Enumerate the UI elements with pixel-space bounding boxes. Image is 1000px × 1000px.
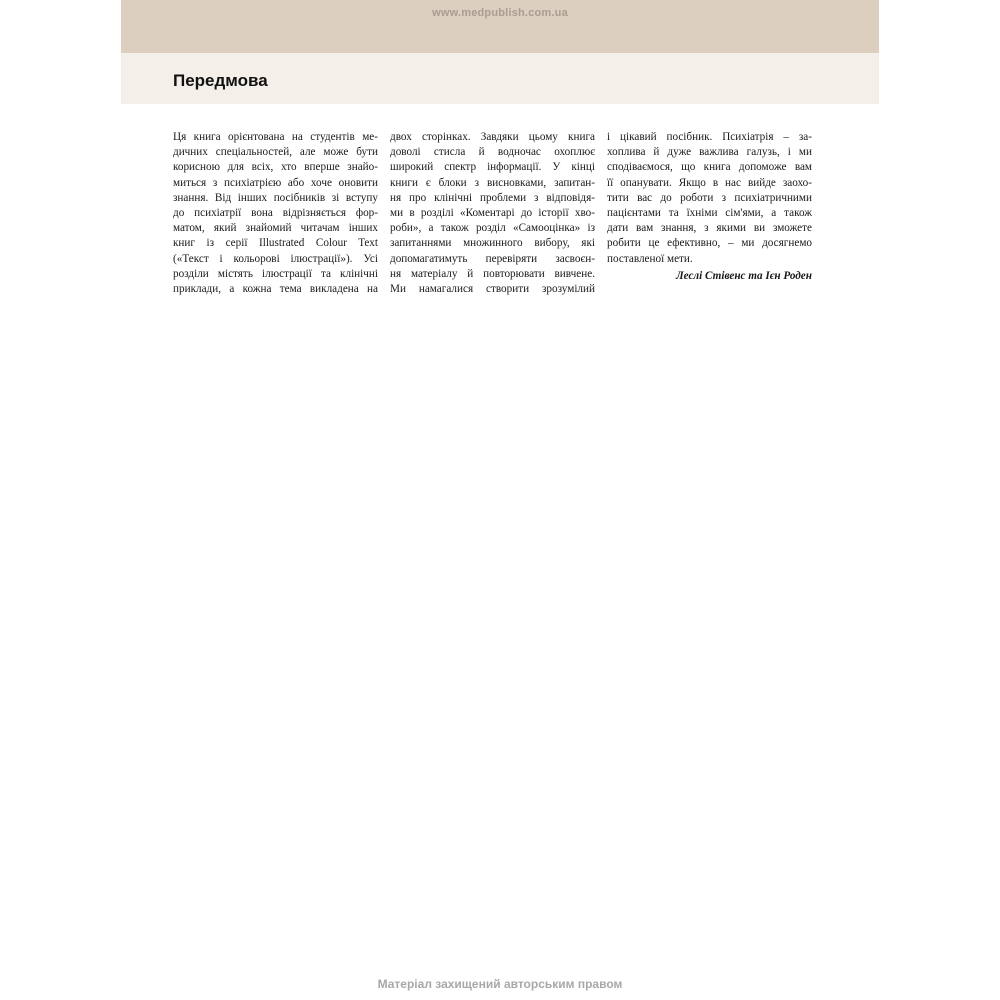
text-line: Ми намагалися створити зрозумілий (390, 282, 595, 295)
copyright-notice: Матеріал захищений авторським правом (377, 977, 623, 991)
text-line: дичних спеціальностей, але може бути (173, 146, 378, 159)
text-line: робити це ефективно, – ми досягнемо (607, 237, 812, 250)
text-line: поставленої мети. (607, 252, 693, 265)
text-column-2 (390, 130, 595, 297)
text-line: Ця книга орієнтована на студентів ме- (173, 131, 378, 143)
text-line: знання. Від інших посібників зі вступу (173, 191, 378, 204)
text-line: («Текст і кольорові ілюстрації»). Усі (173, 252, 378, 265)
text-line: і цікавий посібник. Психіатрія – за- (607, 131, 812, 143)
text-line: тити вас до роботи з психіатричними (607, 191, 812, 204)
text-column-3 (607, 130, 812, 284)
text-line: ми в розділі «Коментарі до історії хво- (390, 206, 595, 219)
text-column-1 (173, 130, 378, 297)
author-signature: Леслі Стівенс та Ієн Роден (675, 269, 812, 282)
text-line: ня про клінічні проблеми з відповідя- (390, 191, 595, 204)
site-url[interactable]: www.medpublish.com.ua (432, 7, 568, 19)
text-line: миться з психіатрією або хоче оновити (173, 176, 378, 189)
text-line: її опанувати. Якщо в нас вийде заохо- (607, 176, 812, 189)
text-line: двох сторінках. Завдяки цьому книга (390, 131, 595, 143)
text-line: сподіваємося, що книга допоможе вам (607, 161, 812, 174)
text-line: доволі стисла й водночас охоплює (390, 146, 595, 159)
title-band (121, 53, 879, 104)
text-line: корисною для всіх, хто вперше знайо- (173, 161, 378, 174)
text-line: роби», а також розділ «Самооцінка» із (390, 222, 595, 235)
text-line: хоплива й дуже важлива галузь, і ми (607, 146, 812, 159)
text-line: матом, який знайомий читачам інших (173, 222, 378, 235)
header-band (121, 0, 879, 53)
text-line: книг із серії Illustrated Colour Text (173, 237, 378, 250)
text-line: широкий спектр інформації. У кінці (390, 161, 595, 174)
text-line: приклади, а кожна тема викладена на (173, 282, 378, 295)
text-line: розділи містять ілюстрації та клінічні (173, 267, 378, 280)
text-line: пацієнтами та їхніми сім'ями, а також (607, 206, 812, 219)
text-line: допомагатимуть перевіряти засвоєн- (390, 252, 595, 265)
text-line: до психіатрії вона відрізняється фор- (173, 206, 378, 219)
text-line: ня матеріалу й повторювати вивчене. (390, 267, 595, 280)
text-line: запитаннями множинного вибору, які (390, 237, 595, 250)
text-line: дати вам знання, з якими ви зможете (607, 222, 812, 235)
text-line: книги є блоки з висновками, запитан- (390, 176, 595, 189)
page-title: Передмова (173, 71, 268, 90)
